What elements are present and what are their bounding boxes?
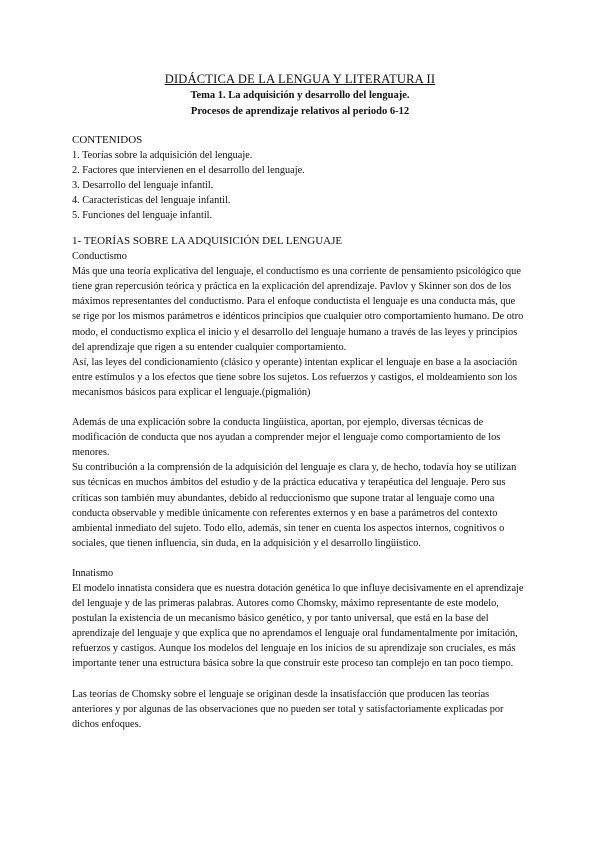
paragraph: El modelo innatista considera que es nuestra dotación genética lo que influye decisivamente en el aprendizaje del lenguaje y de las primeras palabras. Autores como Chomsky, máximo representante de este modelo, postulan la existencia de un mecanismo básico genético, y por tanto universal, que está en la base del aprendizaje del lenguaje y que explica que no aprendamos el lenguaje oral fundamentalmente por imitación, refuerzos y castigos. Aunque los modelos del lenguaje en los inicios de su aprendizaje son cruciales, es más importante tener una estructura básica sobre la que construir este proceso tan complejo en tan poco tiempo. [72,582,524,670]
subsection-heading-innatismo: Innatismo [72,567,114,579]
contents-item: 3. Desarrollo del lenguaje infantil. [72,180,214,192]
section-theories [72,234,524,732]
contents-item: 4. Características del lenguaje infantil. [72,195,231,207]
contents-item: 1. Teorías sobre la adquisición del lenguaje. [72,150,253,162]
paragraph: Su contribución a la comprensión de la adquisición del lenguaje es clara y, de hecho, todavía hoy se utilizan sus técnicas en muchos ámbitos del estudio y de la práctica educativa y terapéutica del lenguaje. Pero sus críticas son también muy abundantes, debido al reduccionismo que supone tratar al lenguaje como una conducta observable y medible únicamente con referentes externos y en base a parámetros del contexto ambiental inmediato del sujeto. Todo ello, además, sin tener en cuenta los aspectos internos, cognitivos o sociales, que tienen influencia, sin duda, en la adquisición y el desarrollo lingüístico. [72,462,517,549]
contents-section [72,133,524,224]
topic-title: Tema 1. La adquisición y desarrollo del lenguaje. [190,90,410,101]
subsection-heading-conductismo: Conductismo [72,251,127,263]
paragraph: Además de una explicación sobre la conducta lingüística, aportan, por ejemplo, diversas técnicas de modificación de conducta que nos ayudan a comprender mejor el lenguaje como comportamiento de los menores. [72,417,501,459]
paragraph-gap [72,400,524,415]
section-heading: 1- TEORÍAS SOBRE LA ADQUISICIÓN DEL LENGUAJE [72,235,343,247]
paragraph: Así, las leyes del condicionamiento (clásico y operante) intentan explicar el lenguaje en base a la asociación entre estímulos y a los efectos que tiene sobre los sujetos. Los refuerzos y castigos, el moldeamiento son los mecanismos básicos para explicar el lenguaje.(pigmalión) [72,356,518,398]
document-title: DIDÁCTICA DE LA LENGUA Y LITERATURA II [164,72,436,86]
paragraph-gap [72,672,524,687]
paragraph: Más que una teoría explicativa del lenguaje, el conductismo es una corriente de pensamiento psicológico que tiene gran repercusión teórica y práctica en la explicación del aprendizaje. Pavlov y Skinner son dos de los máximos representantes del conductismo. Para el enfoque conductista el lenguaje es una conducta más, que se rige por los mismos parámetros e idénticos principios que cualquier otro comportamiento humano. De otro modo, el conductismo explica el inicio y el desarrollo del lenguaje humano a través de las leyes y principios del aprendizaje que rigen a su entender cualquier comportamiento. [72,266,524,353]
contents-item: 2. Factores que intervienen en el desarrollo del lenguaje. [72,165,305,177]
paragraph-gap [72,551,524,566]
paragraph: Las teorías de Chomsky sobre el lenguaje se originan desde la insatisfacción que producen las teorías anteriores y por algunas de las observaciones que no pueden ser total y satisfactoriamente explicadas por dichos enfoques. [72,688,504,730]
contents-heading: CONTENIDOS [72,134,143,146]
contents-item: 5. Funciones del lenguaje infantil. [72,210,213,222]
topic-subtitle: Procesos de aprendizaje relativos al periodo 6-12 [190,106,410,117]
